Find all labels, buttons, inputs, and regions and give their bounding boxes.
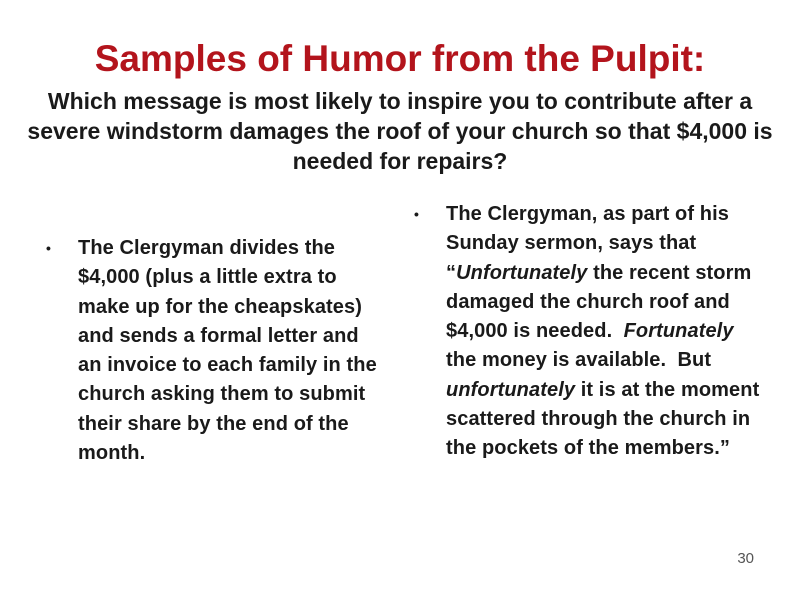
right-column	[414, 200, 765, 464]
slide-title: Samples of Humor from the Pulpit:	[94, 38, 706, 79]
right-text-segment: The Clergyman, as part of his Sunday sermon, says that “	[446, 203, 735, 284]
left-bullet-item	[46, 234, 386, 468]
right-bullet-text	[446, 200, 765, 464]
right-text-emphasis: Unfortunately	[456, 261, 588, 284]
right-text-segment: it is at the moment scattered through the church in the pockets of the members.”	[446, 378, 765, 460]
right-bullet-item	[414, 200, 765, 464]
bullet-icon: •	[414, 206, 420, 222]
slide-subtitle: Which message is most likely to inspire you to contribute after a severe windstorm damages the roof of your church so that $4,000 is needed for repairs?	[27, 88, 773, 174]
right-text-emphasis: unfortunately	[446, 378, 576, 401]
right-text-emphasis: Fortunately	[623, 320, 734, 343]
right-text-segment: the recent storm damaged the church roof and $4,000 is needed.	[446, 261, 758, 343]
bullet-icon: •	[46, 240, 52, 256]
left-bullet-text: The Clergyman divides the $4,000 (plus a little extra to make up for the cheapskates) and sends a formal letter and an invoice to each family in the church asking them to submit their share by the end of the month.	[78, 237, 377, 465]
right-text-segment: the money is available. But	[446, 320, 740, 372]
slide-number: 30	[737, 550, 754, 567]
title-block	[20, 36, 780, 176]
left-column	[46, 234, 386, 468]
